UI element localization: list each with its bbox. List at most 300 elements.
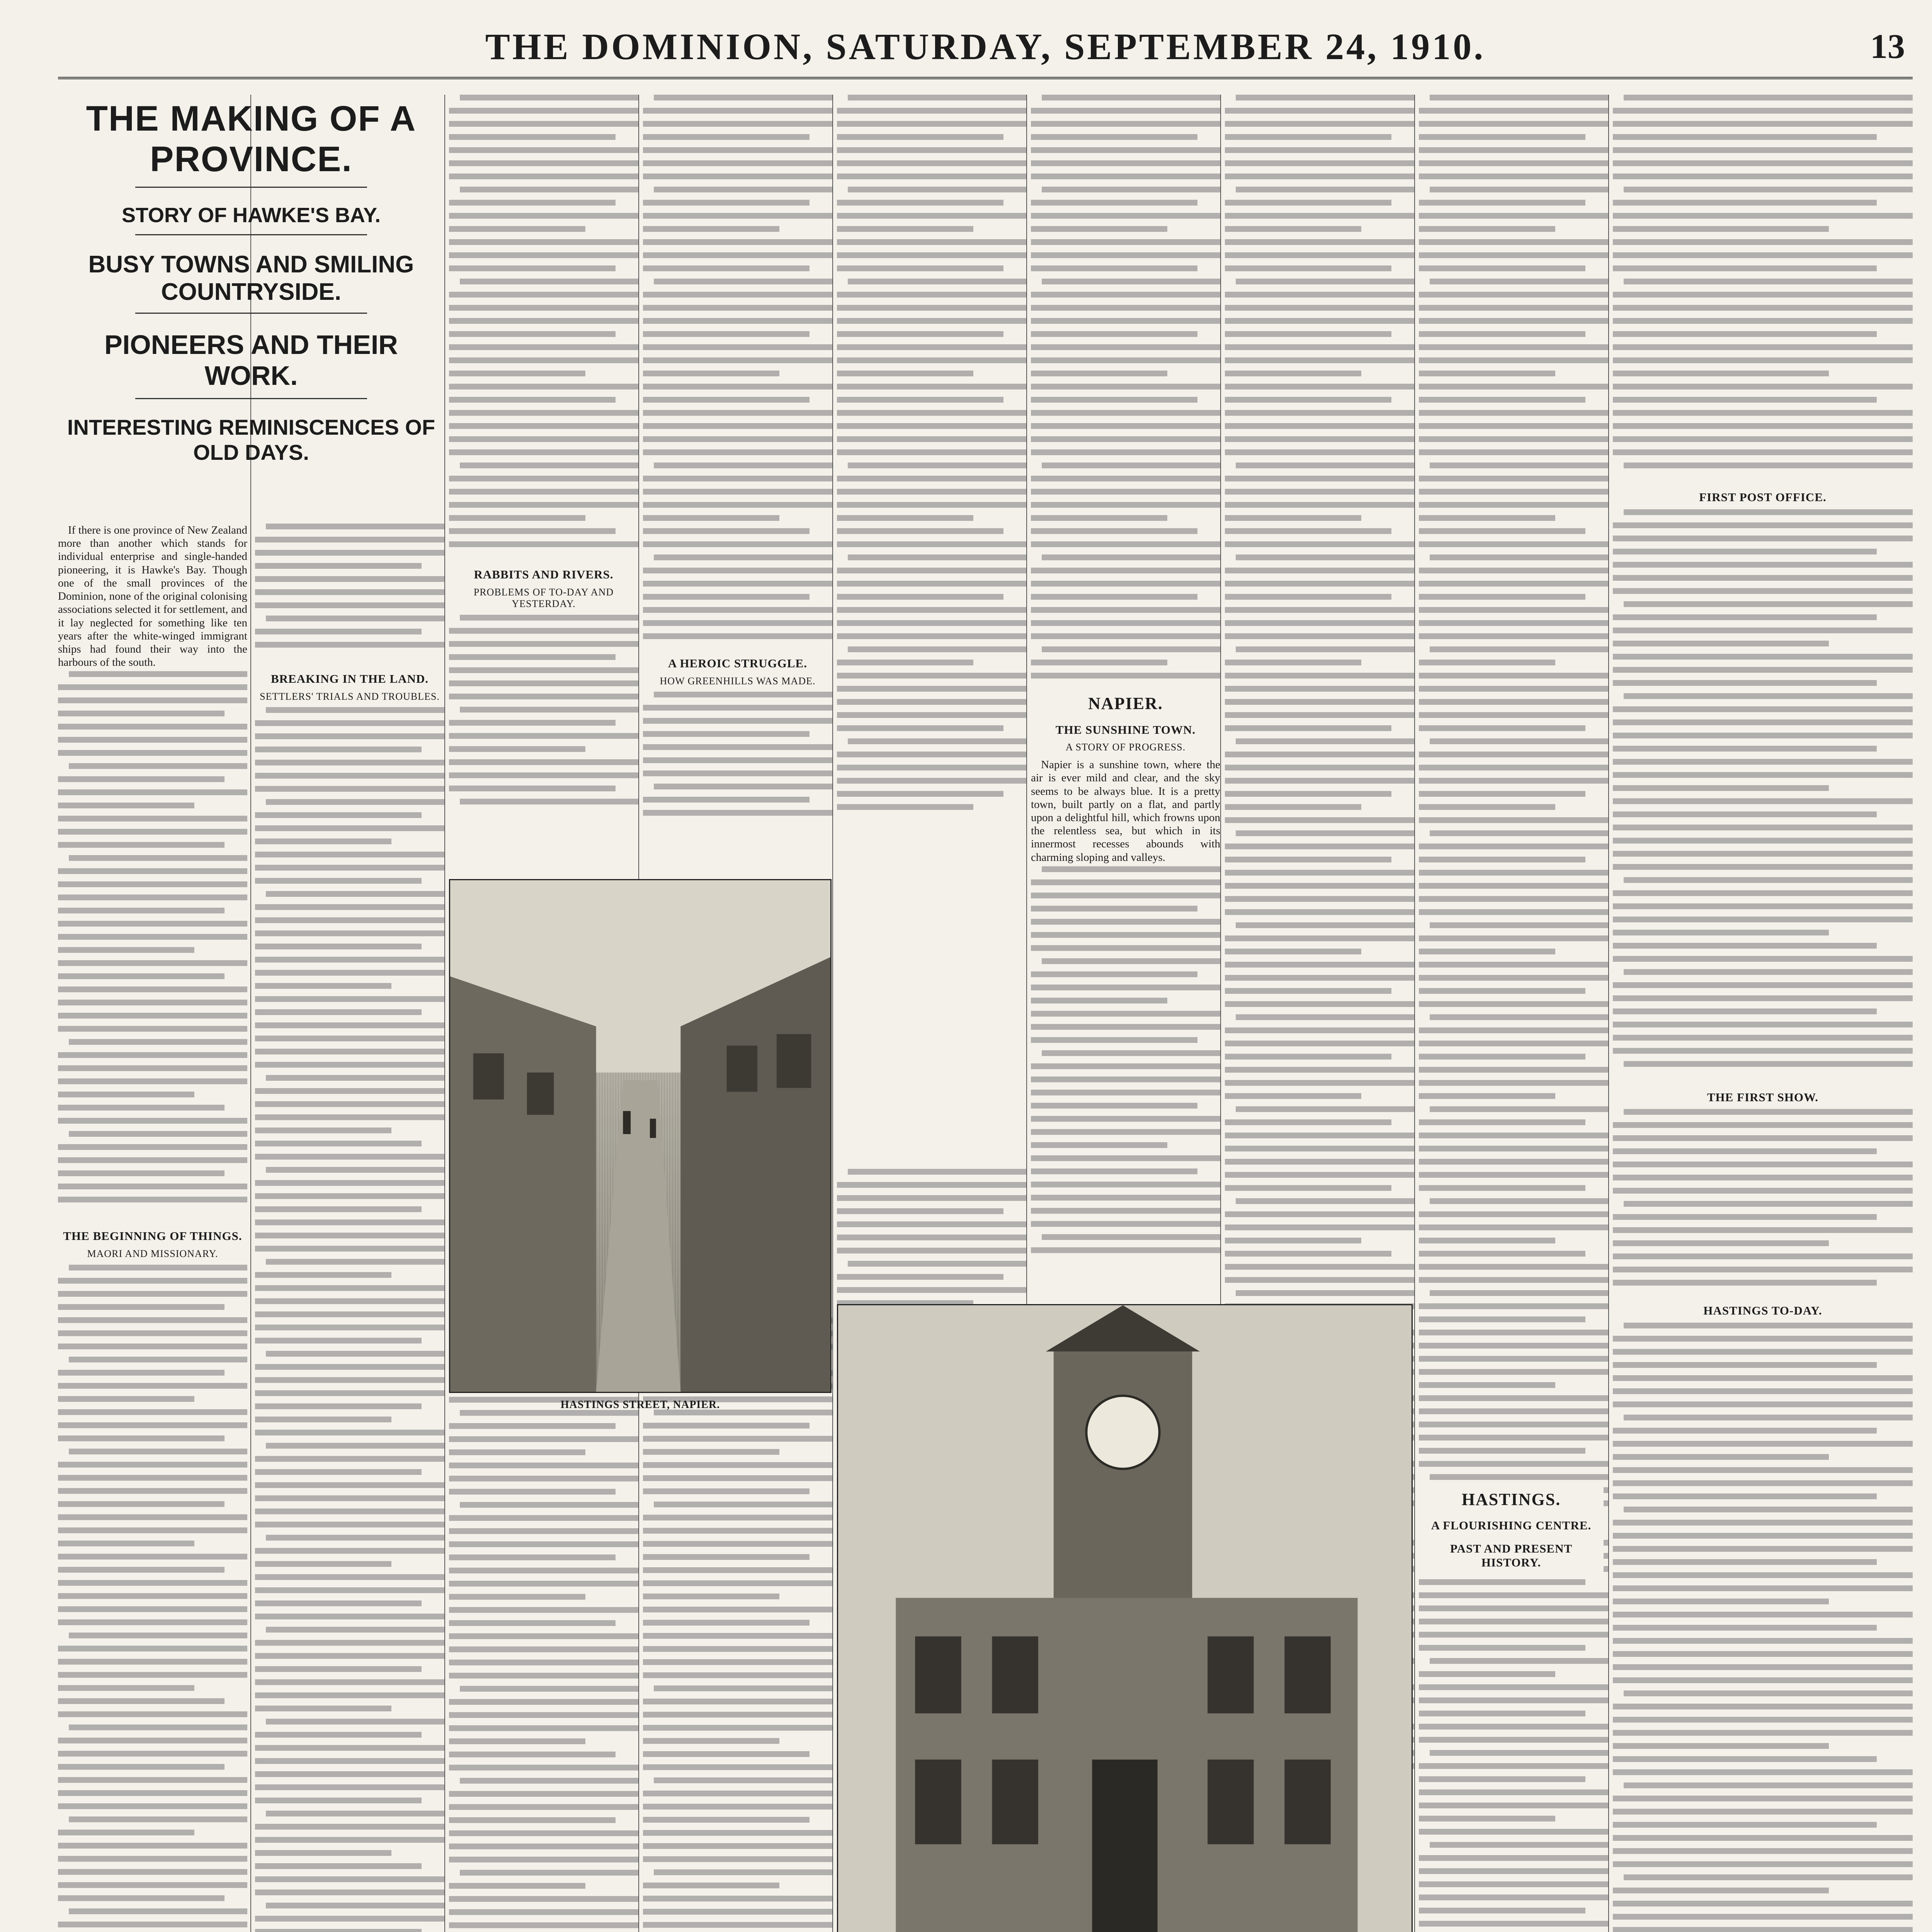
text-line bbox=[1225, 410, 1414, 416]
text-line bbox=[837, 252, 1026, 258]
newspaper-dateline: THE DOMINION, SATURDAY, SEPTEMBER 24, 1910. bbox=[485, 26, 1486, 67]
text-line bbox=[1419, 1645, 1585, 1651]
text-line bbox=[643, 1922, 832, 1928]
text-line bbox=[255, 1417, 391, 1422]
text-line bbox=[449, 134, 616, 140]
text-line bbox=[449, 318, 638, 324]
text-line bbox=[1613, 943, 1877, 949]
street-scene-image bbox=[450, 880, 830, 1392]
text-line bbox=[1624, 509, 1913, 515]
text-line bbox=[1031, 633, 1220, 639]
text-line bbox=[449, 502, 638, 508]
text-line bbox=[449, 1673, 638, 1679]
text-line bbox=[1613, 1625, 1877, 1631]
text-line bbox=[1225, 1133, 1414, 1138]
text-line bbox=[1419, 1868, 1608, 1874]
text-line bbox=[1225, 791, 1391, 797]
body-text bbox=[58, 671, 247, 1220]
text-line bbox=[1031, 292, 1220, 298]
text-line bbox=[1031, 879, 1220, 885]
text-line bbox=[837, 200, 1003, 206]
text-line bbox=[643, 1541, 832, 1547]
text-line bbox=[643, 384, 832, 389]
text-line bbox=[1225, 331, 1391, 337]
text-line bbox=[449, 1423, 616, 1429]
text-line bbox=[1031, 1090, 1220, 1095]
text-line bbox=[654, 554, 832, 560]
text-line bbox=[449, 1909, 638, 1915]
text-line bbox=[1225, 1041, 1414, 1046]
text-line bbox=[255, 917, 444, 923]
text-line bbox=[837, 607, 1026, 613]
text-line bbox=[837, 239, 1026, 245]
text-line bbox=[1031, 213, 1220, 219]
text-line bbox=[1613, 371, 1829, 376]
column-rule bbox=[444, 95, 445, 1932]
text-line bbox=[449, 654, 616, 660]
text-line bbox=[58, 1738, 247, 1743]
body-text bbox=[1419, 95, 1608, 1932]
text-line bbox=[255, 1548, 444, 1554]
text-line bbox=[1225, 712, 1414, 718]
text-line bbox=[654, 1869, 832, 1875]
text-line bbox=[58, 1462, 247, 1468]
text-line bbox=[58, 1370, 224, 1376]
text-line bbox=[1613, 1175, 1913, 1180]
text-line bbox=[58, 1777, 247, 1783]
article-column bbox=[58, 524, 247, 1932]
text-line bbox=[1031, 384, 1220, 389]
text-line bbox=[1419, 988, 1585, 994]
text-line bbox=[255, 773, 444, 779]
section-subheading: MAORI AND MISSIONARY. bbox=[87, 1248, 218, 1259]
section-subheading: PROBLEMS OF TO-DAY AND YESTERDAY. bbox=[473, 586, 614, 610]
text-line bbox=[1225, 449, 1414, 455]
text-line bbox=[643, 757, 832, 763]
text-line bbox=[1613, 1048, 1913, 1054]
text-line bbox=[643, 1856, 832, 1862]
text-line bbox=[1236, 554, 1414, 560]
text-line bbox=[1225, 173, 1414, 179]
text-line bbox=[449, 1568, 638, 1573]
text-line bbox=[1613, 1009, 1877, 1014]
text-line bbox=[1419, 857, 1585, 862]
text-line bbox=[1613, 1454, 1829, 1460]
text-line bbox=[1419, 200, 1585, 206]
text-line bbox=[255, 1653, 444, 1659]
text-line bbox=[449, 1817, 616, 1823]
text-line bbox=[643, 1646, 832, 1652]
text-line bbox=[449, 1752, 616, 1757]
text-line bbox=[837, 1182, 1026, 1188]
text-line bbox=[1430, 1198, 1608, 1204]
body-text bbox=[449, 615, 638, 816]
text-line bbox=[1419, 870, 1608, 876]
text-line bbox=[1613, 641, 1829, 646]
text-line bbox=[69, 1816, 247, 1822]
text-line bbox=[848, 1169, 1026, 1175]
text-line bbox=[255, 1206, 422, 1212]
page-body bbox=[58, 95, 1913, 1932]
text-line bbox=[58, 750, 247, 756]
body-text bbox=[1613, 1323, 1913, 1932]
text-line bbox=[58, 908, 224, 913]
text-line bbox=[837, 147, 1026, 153]
text-line bbox=[1613, 733, 1913, 738]
text-line bbox=[837, 265, 1003, 271]
text-line bbox=[1236, 1290, 1414, 1296]
text-line bbox=[1236, 646, 1414, 652]
text-line bbox=[1225, 305, 1414, 311]
text-line bbox=[1419, 1225, 1608, 1230]
text-line bbox=[1419, 1133, 1608, 1138]
text-line bbox=[1031, 423, 1220, 429]
text-line bbox=[1031, 1077, 1220, 1082]
text-line bbox=[255, 642, 444, 648]
text-line bbox=[1419, 1881, 1608, 1887]
text-line bbox=[643, 213, 832, 219]
text-line bbox=[1225, 476, 1414, 481]
text-line bbox=[1613, 1162, 1913, 1167]
text-line bbox=[848, 279, 1026, 284]
text-line bbox=[255, 1009, 422, 1015]
text-line bbox=[255, 930, 444, 936]
text-line bbox=[460, 615, 638, 621]
text-line bbox=[643, 371, 779, 376]
text-line bbox=[255, 1889, 444, 1895]
text-line bbox=[837, 765, 1026, 770]
text-line bbox=[460, 1778, 638, 1784]
article-intro: Napier is a sunshine town, where the air is ever mild and clear, and the sky seems to be always blue. It is a pretty town, built partly on a flat, and partly upon a delightful hill, which frowns upon the relentless sea, but which in its innermost recesses abounds with charming sloping and valleys. bbox=[1031, 759, 1220, 864]
text-line bbox=[1225, 962, 1414, 968]
text-line bbox=[58, 711, 224, 716]
text-line bbox=[1419, 1251, 1585, 1257]
text-line bbox=[69, 763, 247, 769]
hastings-headline-block bbox=[1419, 1482, 1604, 1574]
text-line bbox=[1613, 890, 1913, 896]
text-line bbox=[1419, 1277, 1608, 1283]
text-line bbox=[643, 1567, 832, 1573]
text-line bbox=[1031, 893, 1220, 898]
section-subheading: HOW GREENHILLS WAS MADE. bbox=[660, 675, 816, 687]
text-line bbox=[1225, 515, 1361, 521]
text-line bbox=[1613, 1493, 1877, 1499]
text-line bbox=[255, 1600, 422, 1606]
divider bbox=[135, 313, 367, 314]
main-headline-block bbox=[58, 99, 444, 465]
text-line bbox=[58, 1000, 247, 1005]
text-line bbox=[255, 747, 422, 752]
text-line bbox=[837, 804, 973, 810]
text-line bbox=[837, 410, 1026, 416]
text-line bbox=[449, 147, 638, 153]
text-line bbox=[1613, 1585, 1913, 1591]
text-line bbox=[837, 121, 1026, 127]
text-line bbox=[255, 1364, 444, 1370]
text-line bbox=[1613, 265, 1877, 271]
text-line bbox=[1430, 187, 1608, 192]
text-line bbox=[1613, 1730, 1913, 1736]
text-line bbox=[1225, 160, 1414, 166]
text-line bbox=[1624, 877, 1913, 883]
text-line bbox=[58, 1685, 194, 1691]
text-line bbox=[1624, 1415, 1913, 1420]
text-line bbox=[1613, 628, 1913, 633]
text-line bbox=[58, 1065, 247, 1071]
text-line bbox=[1031, 932, 1220, 938]
text-line bbox=[643, 1436, 832, 1442]
article-intro: If there is one province of New Zealand more than another which stands for individual enterprise and single-handed pioneering, it is Hawke's Bay. Though one of the small provinces of the Dominion, none of the original colonising associations selected it for settlement, and it lay neglected for something like ten years after the white-winged immigrant ships had found their way into the harbours of the south. bbox=[58, 524, 247, 669]
text-line bbox=[643, 502, 832, 508]
text-line bbox=[837, 712, 1026, 718]
text-line bbox=[449, 423, 638, 429]
text-line bbox=[1624, 1323, 1913, 1328]
body-text bbox=[449, 95, 638, 558]
text-line bbox=[69, 855, 247, 861]
text-line bbox=[1613, 1480, 1913, 1486]
text-line bbox=[643, 607, 832, 613]
text-line bbox=[1419, 607, 1608, 613]
text-line bbox=[1624, 279, 1913, 284]
article-subheadline: THE SUNSHINE TOWN. bbox=[1055, 723, 1196, 736]
text-line bbox=[1419, 1697, 1608, 1703]
text-line bbox=[1613, 397, 1877, 403]
text-line bbox=[1031, 121, 1220, 127]
text-line bbox=[1419, 1816, 1555, 1821]
text-line bbox=[1225, 817, 1414, 823]
text-line bbox=[1031, 502, 1220, 508]
text-line bbox=[837, 778, 1026, 784]
text-line bbox=[1624, 95, 1913, 100]
text-line bbox=[449, 1857, 638, 1862]
text-line bbox=[1613, 213, 1913, 219]
text-line bbox=[643, 568, 832, 573]
text-line bbox=[255, 1390, 444, 1396]
text-line bbox=[58, 1619, 247, 1625]
text-line bbox=[1419, 318, 1608, 324]
text-line bbox=[1419, 1605, 1608, 1611]
section-subheading: SETTLERS' TRIALS AND TROUBLES. bbox=[260, 690, 440, 702]
text-line bbox=[1419, 173, 1608, 179]
section-heading: HASTINGS TO-DAY. bbox=[1703, 1304, 1822, 1318]
text-line bbox=[1419, 1119, 1585, 1125]
text-line bbox=[58, 973, 224, 979]
text-line bbox=[1225, 778, 1414, 784]
text-line bbox=[837, 436, 1026, 442]
text-line bbox=[643, 121, 832, 127]
text-line bbox=[266, 1719, 444, 1725]
text-line bbox=[643, 1659, 832, 1665]
text-line bbox=[1031, 239, 1220, 245]
column-rule bbox=[1608, 95, 1609, 1932]
text-line bbox=[449, 357, 638, 363]
main-headline: THE MAKING OF A PROVINCE. bbox=[86, 99, 417, 179]
text-line bbox=[449, 772, 638, 778]
text-line bbox=[837, 331, 1003, 337]
text-line bbox=[449, 489, 638, 495]
text-line bbox=[58, 1422, 247, 1428]
text-line bbox=[643, 423, 832, 429]
text-line bbox=[643, 718, 832, 724]
text-line bbox=[1225, 489, 1414, 495]
text-line bbox=[449, 1646, 638, 1652]
text-line bbox=[1419, 252, 1608, 258]
text-line bbox=[1613, 903, 1913, 909]
text-line bbox=[643, 1791, 832, 1796]
text-line bbox=[1613, 292, 1913, 298]
text-line bbox=[1419, 489, 1608, 495]
text-line bbox=[449, 1660, 638, 1665]
text-line bbox=[266, 707, 444, 713]
text-line bbox=[1225, 121, 1414, 127]
text-line bbox=[460, 279, 638, 284]
text-line bbox=[58, 803, 194, 808]
text-line bbox=[58, 1330, 247, 1336]
text-line bbox=[643, 331, 810, 337]
text-line bbox=[837, 699, 1026, 705]
text-line bbox=[1624, 1690, 1913, 1696]
text-line bbox=[58, 737, 247, 743]
text-line bbox=[643, 265, 810, 271]
text-line bbox=[255, 1456, 444, 1462]
text-line bbox=[1031, 134, 1197, 140]
text-line bbox=[1225, 988, 1391, 994]
text-line bbox=[1613, 1704, 1913, 1709]
text-line bbox=[1225, 896, 1414, 902]
text-line bbox=[1430, 1750, 1608, 1756]
text-line bbox=[643, 1488, 810, 1494]
text-line bbox=[837, 318, 1026, 324]
text-line bbox=[1031, 1103, 1197, 1109]
article-column bbox=[1613, 95, 1913, 1932]
text-line bbox=[1236, 187, 1414, 192]
text-line bbox=[1613, 1743, 1829, 1749]
text-line bbox=[449, 200, 616, 206]
text-line bbox=[58, 934, 247, 940]
text-line bbox=[643, 731, 810, 737]
text-line bbox=[1031, 252, 1220, 258]
text-line bbox=[1419, 239, 1608, 245]
text-line bbox=[1419, 1211, 1608, 1217]
text-line bbox=[654, 692, 832, 697]
text-line bbox=[837, 213, 1026, 219]
text-line bbox=[255, 838, 391, 844]
text-line bbox=[58, 1659, 247, 1665]
text-line bbox=[1613, 173, 1913, 179]
text-line bbox=[643, 449, 832, 455]
text-line bbox=[255, 1285, 444, 1291]
section-heading: FIRST POST OFFICE. bbox=[1699, 490, 1827, 504]
text-line bbox=[1225, 397, 1391, 403]
text-line bbox=[1225, 239, 1414, 245]
text-line bbox=[1419, 949, 1555, 954]
text-line bbox=[1613, 1188, 1913, 1194]
text-line bbox=[255, 1049, 444, 1054]
text-line bbox=[1419, 292, 1608, 298]
text-line bbox=[1225, 213, 1414, 219]
text-line bbox=[1419, 1592, 1608, 1598]
text-line bbox=[1031, 1221, 1220, 1227]
text-line bbox=[837, 226, 973, 232]
text-line bbox=[643, 252, 832, 258]
body-text bbox=[255, 524, 444, 663]
text-line bbox=[69, 1265, 247, 1270]
text-line bbox=[1031, 226, 1167, 232]
text-line bbox=[654, 1502, 832, 1507]
text-line bbox=[1031, 173, 1220, 179]
text-line bbox=[1613, 1388, 1913, 1394]
text-line bbox=[643, 397, 810, 403]
text-line bbox=[449, 1554, 616, 1560]
text-line bbox=[449, 1896, 638, 1902]
text-line bbox=[449, 720, 616, 726]
text-line bbox=[643, 108, 832, 114]
text-line bbox=[1419, 975, 1608, 981]
text-line bbox=[1430, 646, 1608, 652]
text-line bbox=[255, 1798, 422, 1803]
text-line bbox=[255, 1180, 444, 1186]
body-text bbox=[1613, 95, 1913, 481]
text-line bbox=[58, 1052, 247, 1058]
text-line bbox=[255, 1522, 444, 1527]
text-line bbox=[1613, 1927, 1913, 1932]
text-line bbox=[1613, 838, 1913, 844]
text-line bbox=[58, 1843, 247, 1849]
text-line bbox=[255, 1430, 444, 1435]
text-line bbox=[1225, 1146, 1414, 1151]
text-line bbox=[1419, 1343, 1608, 1349]
text-line bbox=[643, 1554, 810, 1560]
text-line bbox=[255, 1679, 444, 1685]
text-line bbox=[1613, 410, 1913, 416]
text-line bbox=[449, 265, 616, 271]
text-line bbox=[1419, 883, 1608, 889]
text-line bbox=[255, 1771, 444, 1777]
text-line bbox=[1613, 1599, 1829, 1604]
text-line bbox=[255, 1916, 444, 1922]
text-line bbox=[1225, 423, 1414, 429]
text-line bbox=[255, 1141, 422, 1146]
text-line bbox=[1419, 633, 1608, 639]
text-line bbox=[1031, 594, 1197, 600]
text-line bbox=[1419, 1579, 1585, 1585]
text-line bbox=[643, 528, 810, 534]
text-line bbox=[1430, 922, 1608, 928]
text-line bbox=[1613, 851, 1913, 857]
text-line bbox=[266, 1627, 444, 1633]
text-line bbox=[1419, 1829, 1608, 1835]
text-line bbox=[1624, 1507, 1913, 1512]
text-line bbox=[69, 1633, 247, 1638]
text-line bbox=[837, 397, 1003, 403]
text-line bbox=[449, 1528, 638, 1534]
text-line bbox=[58, 947, 194, 953]
text-line bbox=[643, 633, 832, 639]
text-line bbox=[58, 1803, 247, 1809]
text-line bbox=[1613, 318, 1913, 324]
text-line bbox=[643, 160, 832, 166]
text-line bbox=[255, 1837, 444, 1843]
text-line bbox=[1419, 1159, 1608, 1165]
text-line bbox=[255, 1246, 444, 1252]
text-line bbox=[1042, 279, 1220, 284]
text-line bbox=[1419, 108, 1608, 114]
text-line bbox=[1419, 1422, 1608, 1427]
text-line bbox=[255, 1128, 391, 1133]
text-line bbox=[837, 515, 973, 521]
text-line bbox=[255, 1850, 391, 1856]
text-line bbox=[1031, 660, 1167, 665]
